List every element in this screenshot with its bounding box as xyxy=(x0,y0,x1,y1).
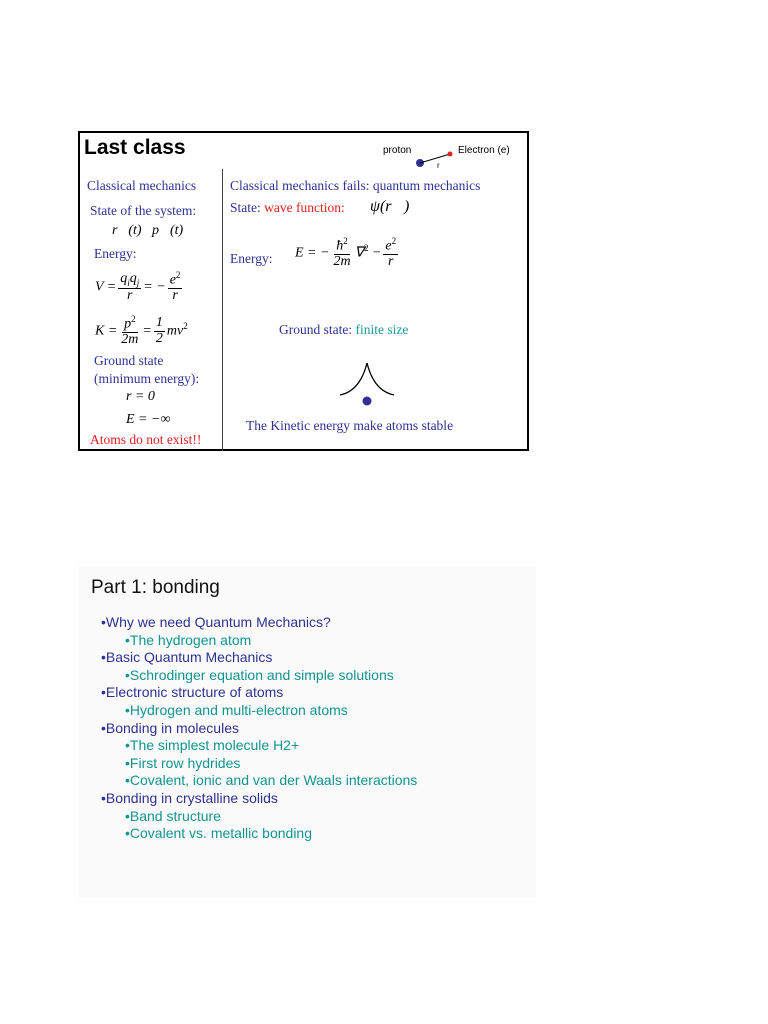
e-minus-infinity: E = −∞ xyxy=(126,412,171,427)
atoms-do-not-exist: Atoms do not exist!! xyxy=(90,432,202,447)
state-vectors: r⃗(t) p⃗(t) xyxy=(112,223,184,238)
bullet-item: •Bonding in molecules xyxy=(101,719,239,736)
bullet-item: •Bonding in crystalline solids xyxy=(101,789,278,806)
sub-bullet-item: •Covalent vs. metallic bonding xyxy=(125,825,312,842)
psi-symbol: ψ(r⃗) xyxy=(370,198,410,215)
sub-bullet-item: •The hydrogen atom xyxy=(125,631,252,648)
sub-bullet-item: •First row hydrides xyxy=(125,754,241,771)
sub-bullet-item: •Hydrogen and multi-electron atoms xyxy=(125,701,348,718)
kinetic-equation: K = $\frac{p^2}{2m}$ = $\frac{1}{2}$ $mv^2$ xyxy=(95,314,188,348)
ground-state-line xyxy=(279,322,408,338)
sub-bullet-item: •The simplest molecule H2+ xyxy=(125,737,300,754)
potential-well-icon xyxy=(338,361,398,407)
classical-heading: Classical mechanics xyxy=(87,178,197,193)
state-label-right: State: xyxy=(230,200,261,215)
slide-title: Last class xyxy=(84,136,186,159)
proton-label: proton xyxy=(383,145,412,156)
state-label: State of the system: xyxy=(90,203,197,218)
quantum-heading: Classical mechanics fails: quantum mechanics xyxy=(230,178,481,193)
sub-bullet-item: •Band structure xyxy=(125,807,221,824)
potential-equation: V = $\frac{q_iq_j}{r}$ = − $\frac{e^2}{r}$ xyxy=(95,270,181,304)
slide-title-bonding: Part 1: bonding xyxy=(91,577,220,598)
bullet-item: •Basic Quantum Mechanics xyxy=(101,649,273,666)
kinetic-stable-text: The Kinetic energy make atoms stable xyxy=(246,418,454,433)
sub-bullet-item: •Schrodinger equation and simple solutions xyxy=(125,666,394,683)
energy-label-right: Energy: xyxy=(230,251,273,266)
bullet-item: •Electronic structure of atoms xyxy=(101,684,284,701)
state-wave-line xyxy=(230,200,345,216)
energy-label-left: Energy: xyxy=(94,246,137,261)
column-divider xyxy=(222,169,223,451)
electron-label: Electron (e) xyxy=(458,145,510,156)
sub-bullet-item: •Covalent, ionic and van der Waals interactions xyxy=(125,772,418,789)
minimum-energy-label: (minimum energy): xyxy=(94,371,200,386)
wave-function-label: wave function: xyxy=(264,200,345,215)
hamiltonian-equation: E = − $\frac{ħ^2}{2m}$ ∇$^2$ − $\frac{e^2}{r}$ xyxy=(295,236,397,270)
ground-state-label: Ground state xyxy=(94,353,164,368)
bullet-list xyxy=(78,614,417,843)
r-zero: r = 0 xyxy=(126,389,155,404)
finite-size-label: finite size xyxy=(355,322,409,337)
bullet-item: •Why we need Quantum Mechanics? xyxy=(101,614,331,630)
slide-last-class xyxy=(78,131,529,451)
r-label: r xyxy=(437,161,440,170)
slide-part1-bonding xyxy=(78,566,536,898)
ground-state-label-right: Ground state: xyxy=(279,322,353,337)
